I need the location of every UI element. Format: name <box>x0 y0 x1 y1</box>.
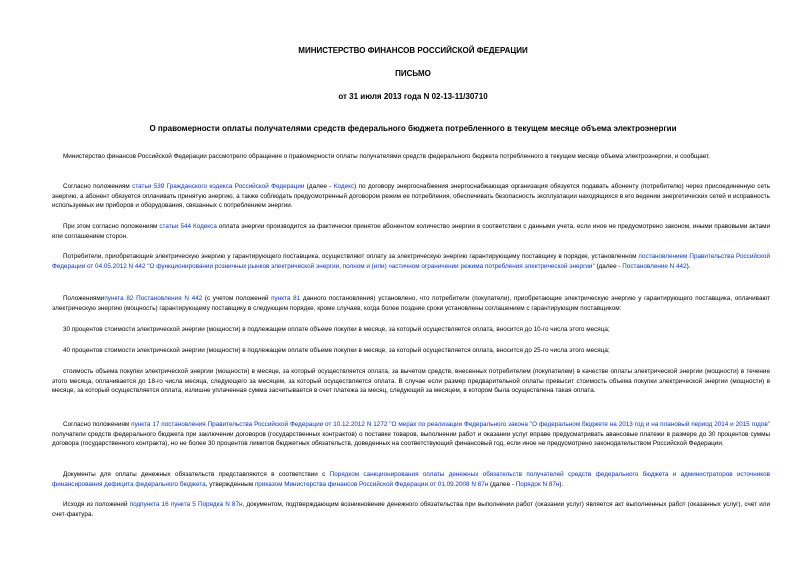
link-resolution-442[interactable]: постановлением Правительства Российской Федерации от 04.05.2012 N 442 "О функционировании розничных рынков электрической энергии, полном и (или) частичном ограничении режима потребления электрической энергии" <box>52 253 770 270</box>
text: ) по договору энергоснабжения энергоснабжающая организация обязуется подавать абоненту (потребителю) через присоединенную сеть энергию, а абонент обязуется оплачивать принятую энергию, а также соблюдать предусмотренный договором режим ее потребления, обеспечивать безопасность эксплуатации находящихся в его ведении энергетических сетей и исправность используемых им приборов и оборудования, связанных с потреблением энергии. <box>52 183 770 210</box>
text: 30 процентов стоимости электрической энергии (мощности) в подлежащем оплате объеме покупки в месяце, за который осуществляется оплата, вносится до 10-го числа этого месяца; <box>63 326 610 333</box>
link-resolution-442-short[interactable]: Постановление N 442 <box>622 262 687 270</box>
paragraph-3 <box>52 222 770 241</box>
document-title: О правомерности оплаты получателями средств федерального бюджета потребленного в текущем месяце объема электроэнергии <box>149 124 677 133</box>
text: , документом, подтверждающим возникновение денежного обязательства при выполнении работ (оказании услуг) является акт выполненных работ (оказанных услуг), счет или счет-фактура. <box>52 501 770 518</box>
paragraph-7 <box>52 346 770 356</box>
link-subitem-16-item-5[interactable]: подпункта 16 пункта 5 Порядка N 87н <box>129 501 243 508</box>
link-civil-code-art-539[interactable]: статьи 539 Гражданского кодекса Российской Федерации <box>132 183 305 190</box>
text: стоимость объема покупки электрической энергии (мощности) в месяце, за который осуществляется оплата, за вычетом средств, внесенных потребителем (покупателем) в качестве оплаты электрической энергии (мощности) в течение этого месяца, оплачивается до 18-го числа месяца, следующего за месяцем, за который осуществляется оплата. В случае если размер предварительной оплаты превысит стоимость объема покупки электрической энергии (мощности) в месяце, за который осуществляется оплата, излишне уплаченная сумма засчитывается в счет платежа за месяц, следующий за месяцем, в котором была осуществлена такая оплата. <box>52 368 770 395</box>
ministry-heading: МИНИСТЕРСТВО ФИНАНСОВ РОССИЙСКОЙ ФЕДЕРАЦИИ <box>298 46 528 55</box>
text: Документы для оплаты денежных обязательств представляются в соответствии с <box>63 471 330 478</box>
paragraph-10 <box>52 470 770 489</box>
text: ). <box>686 262 691 270</box>
text: Потребители, приобретающие электрическую энергию у гарантирующего поставщика, осуществляют оплату за электрическую энергию гарантирующему поставщику в порядке, установленном <box>63 253 639 260</box>
text: (далее - <box>594 262 623 270</box>
paragraph-9 <box>52 420 770 449</box>
paragraph-2 <box>52 182 770 211</box>
text: 40 процентов стоимости электрической энергии (мощности) в подлежащем оплате объеме покупки в месяце, за который осуществляется оплата, вносится до 25-го числа этого месяца; <box>63 347 610 354</box>
text: , утвержденным <box>205 480 255 488</box>
text: ). <box>559 480 564 488</box>
link-item-81[interactable]: пункта 81 <box>271 295 301 302</box>
text: (далее - <box>304 183 334 190</box>
link-resolution-1272[interactable]: пункта 17 постановления Правительства Российской Федерации от 10.12.2012 N 1272 "О мерах по реализации Федерального закона "О федеральном бюджете на 2013 год и на плановый период 2014 и 2015 годов" <box>131 421 770 428</box>
text: оплата энергии производится за фактически принятое абонентом количество энергии в соответствии с данными учета, если иное не предусмотрено законом, иными правовыми актами или соглашением сторон. <box>52 223 770 240</box>
text: получатели средств федерального бюджета при заключении договоров (государственных контрактов) о поставке товаров, выполнении работ и оказании услуг вправе предусматривать авансовые платежи в размере до 30 процентов суммы договора (государственного контракта), но не более 30 процентов лимитов бюджетных обязательств, доведенных на соответствующий финансовый год, если иное не предусмотрено законодательством Российской Федерации. <box>52 430 770 448</box>
text: При этом согласно положениям <box>63 223 160 230</box>
link-procedure-87n[interactable]: Порядок N 87н <box>515 480 560 488</box>
link-order-87n[interactable]: приказом Министерства финансов Российской Федерации от 01.09.2008 N 87н <box>254 480 489 488</box>
text: Согласно положениям <box>63 421 132 428</box>
text: (далее - <box>488 480 516 488</box>
link-sanction-procedure[interactable]: Порядком санкционирования оплаты денежных обязательств получателей средств федерального бюджета и администраторов источников финансирования дефицита федерального бюджета <box>52 471 770 488</box>
paragraph-1-text: Министерство финансов Российской Федерации рассмотрело обращение о правомерности оплаты получателями средств федерального бюджета потребленного в текущем месяце объема электроэнергии, и сообщает. <box>63 153 711 160</box>
paragraph-8 <box>52 367 770 396</box>
link-code[interactable]: Кодекс <box>333 183 355 190</box>
document-date-number: от 31 июля 2013 года N 02-13-11/30710 <box>338 92 488 101</box>
link-item-82[interactable]: пункта 82 Постановления N 442 <box>104 295 203 302</box>
document-type: ПИСЬМО <box>395 69 431 78</box>
paragraph-5 <box>52 294 770 313</box>
paragraph-11 <box>52 500 770 519</box>
paragraph-6 <box>52 325 770 335</box>
text: Согласно положениям <box>63 183 133 190</box>
text: данного постановления) установлено, что потребители (покупатели), приобретающие электрическую энергию у гарантирующего поставщика, оплачивают электрическую энергию (мощность) гарантирующему поставщику в следующем порядке, кроме случаев, когда более поздние сроки установлены соглашением с гарантирующим поставщиком: <box>52 295 771 312</box>
link-code-art-544[interactable]: статьи 544 Кодекса <box>159 223 217 230</box>
text: (с учетом положений <box>202 295 272 302</box>
paragraph-4 <box>52 252 770 271</box>
paragraph-1 <box>52 152 770 162</box>
text: Исходя из положений <box>63 501 130 508</box>
text: Положениями <box>63 295 105 302</box>
